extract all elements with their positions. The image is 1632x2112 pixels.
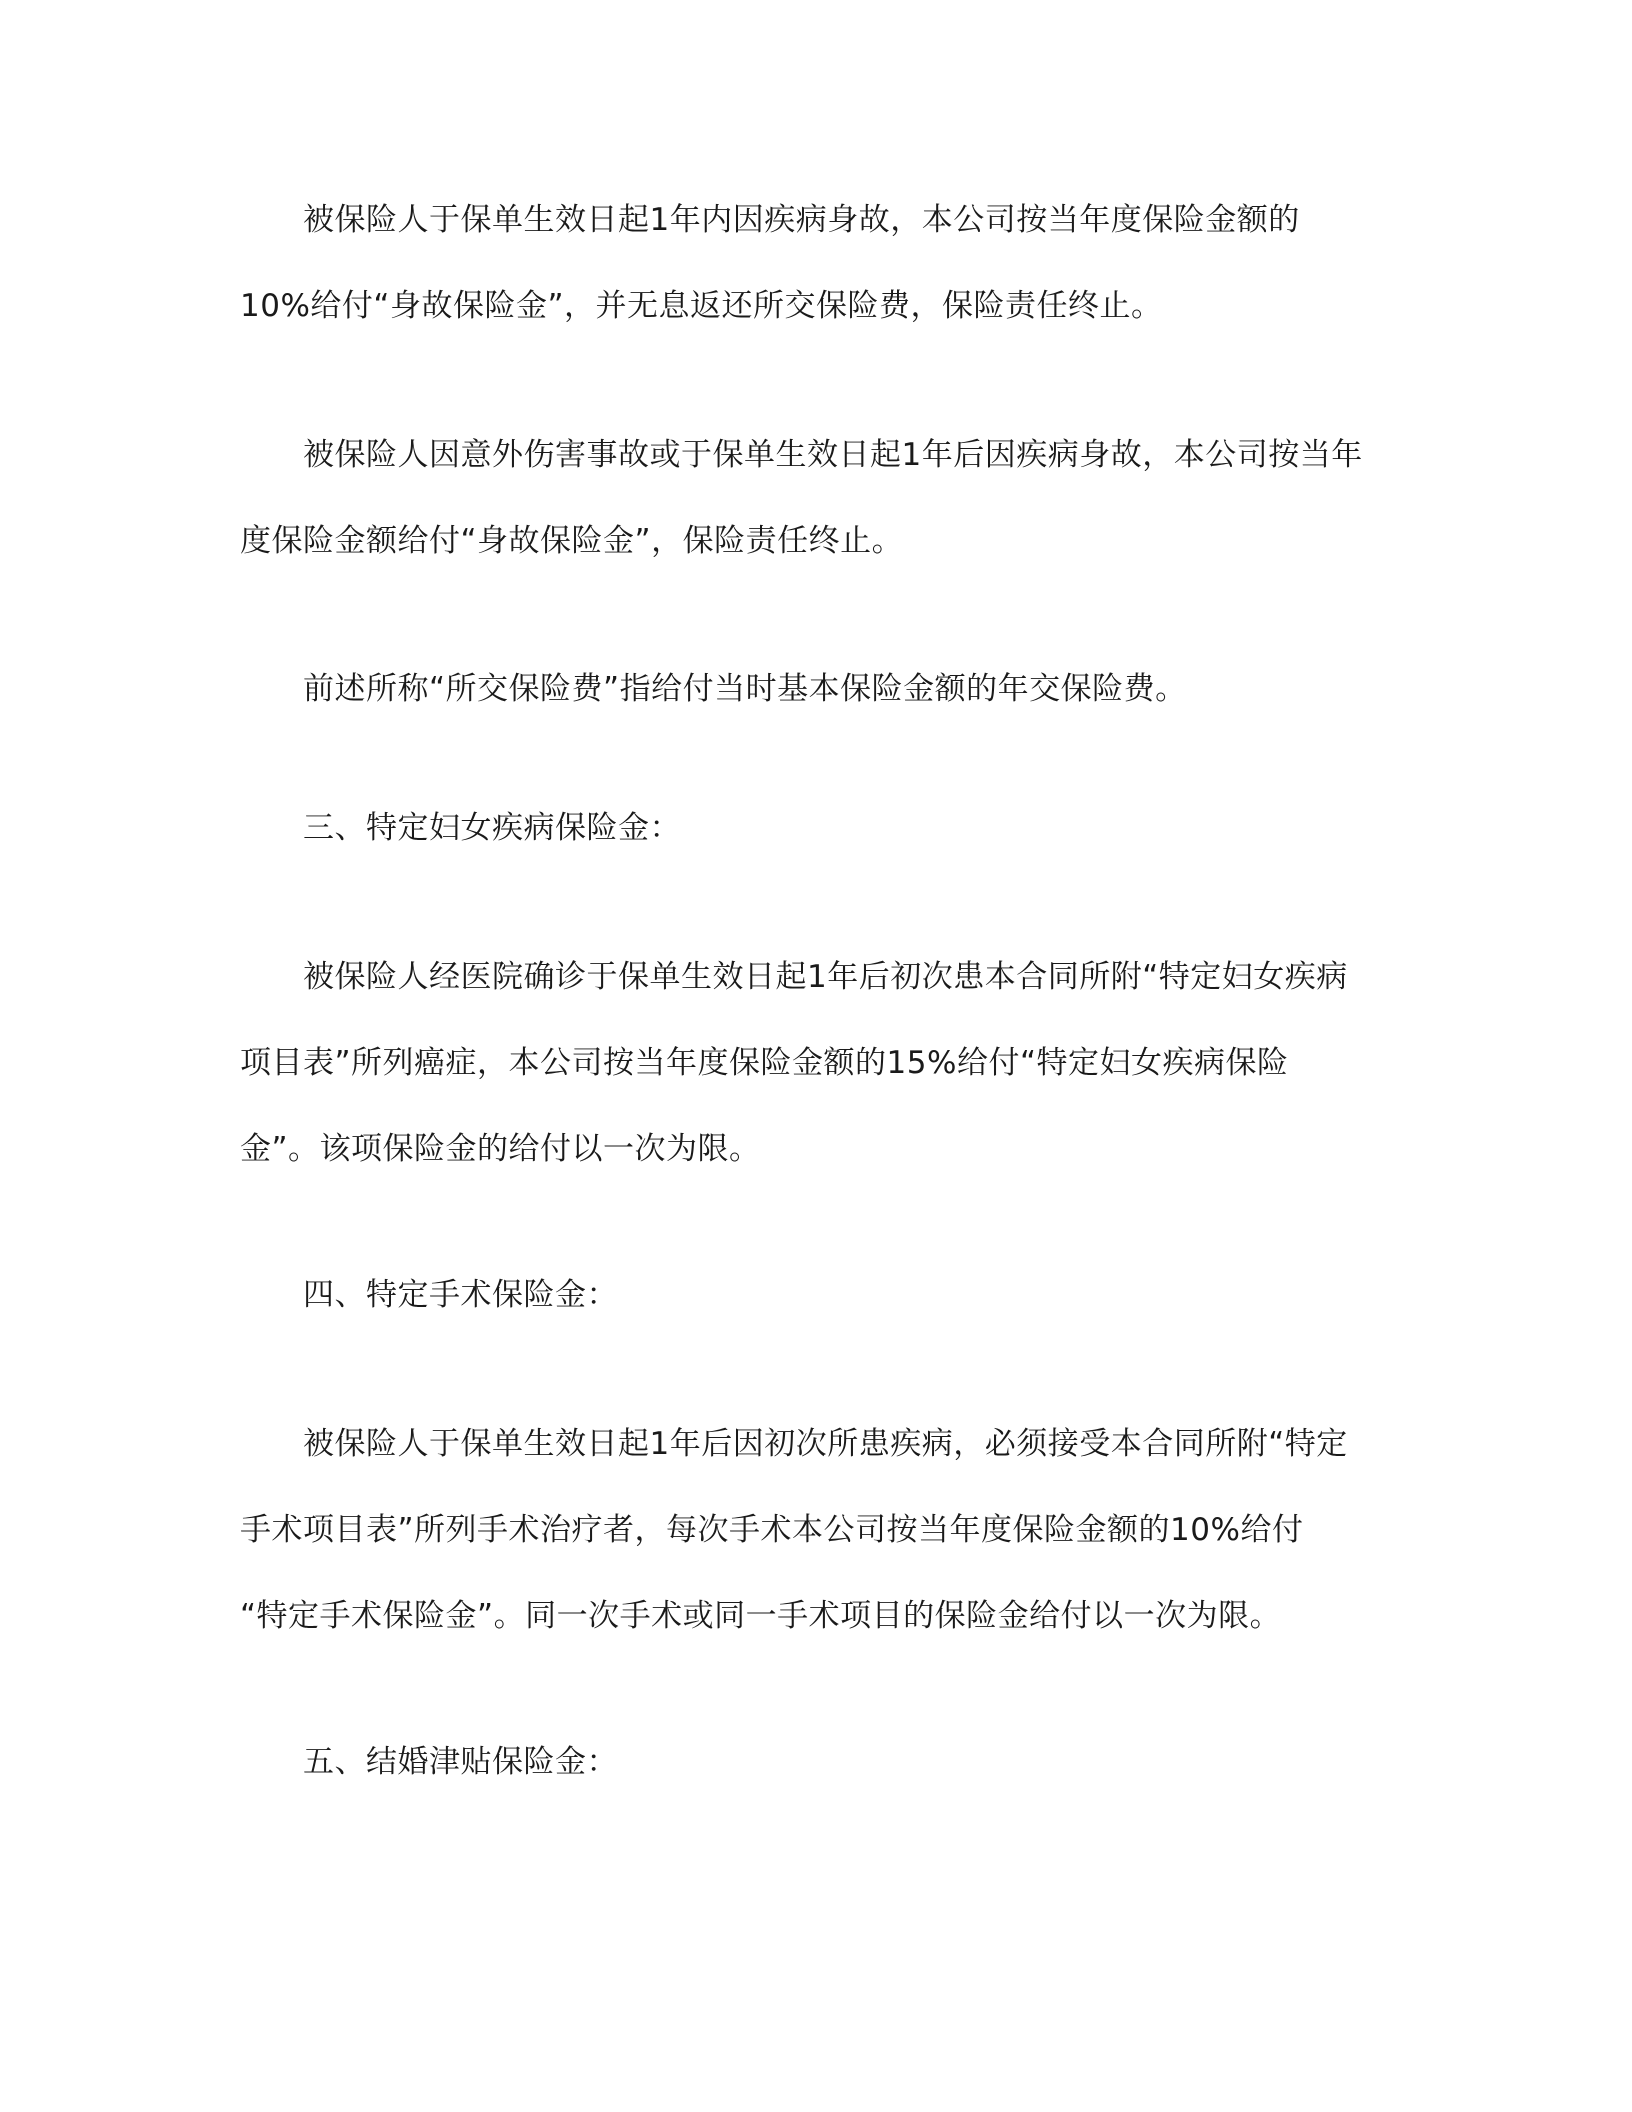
paragraph-premium-definition: 前述所称“所交保险费”指给付当时基本保险金额的年交保险费。 (303, 671, 1187, 707)
paragraph-womens-disease-line-1: 被保险人经医院确诊于保单生效日起1年后初次患本合同所附“特定妇女疾病 (303, 959, 1348, 995)
section-heading-womens-disease: 三、特定妇女疾病保险金： (303, 810, 681, 846)
paragraph-death-benefit-after-1-year-line-2: 度保险金额给付“身故保险金”，保险责任终止。 (240, 523, 904, 559)
paragraph-surgery-line-2: 手术项目表”所列手术治疗者，每次手术本公司按当年度保险金额的10%给付 (240, 1512, 1304, 1548)
paragraph-surgery-line-3: “特定手术保险金”。同一次手术或同一手术项目的保险金给付以一次为限。 (240, 1598, 1282, 1634)
paragraph-death-benefit-within-1-year-line-1: 被保险人于保单生效日起1年内因疾病身故，本公司按当年度保险金额的 (303, 202, 1300, 238)
paragraph-womens-disease-line-3: 金”。该项保险金的给付以一次为限。 (240, 1131, 761, 1167)
section-heading-surgery: 四、特定手术保险金： (303, 1277, 618, 1313)
paragraph-surgery-line-1: 被保险人于保单生效日起1年后因初次所患疾病，必须接受本合同所附“特定 (303, 1426, 1348, 1462)
paragraph-death-benefit-after-1-year-line-1: 被保险人因意外伤害事故或于保单生效日起1年后因疾病身故，本公司按当年 (303, 437, 1363, 473)
section-heading-marriage-allowance: 五、结婚津贴保险金： (303, 1744, 618, 1780)
paragraph-death-benefit-within-1-year-line-2: 10%给付“身故保险金”，并无息返还所交保险费，保险责任终止。 (240, 288, 1163, 324)
paragraph-womens-disease-line-2: 项目表”所列癌症，本公司按当年度保险金额的15%给付“特定妇女疾病保险 (240, 1045, 1289, 1081)
